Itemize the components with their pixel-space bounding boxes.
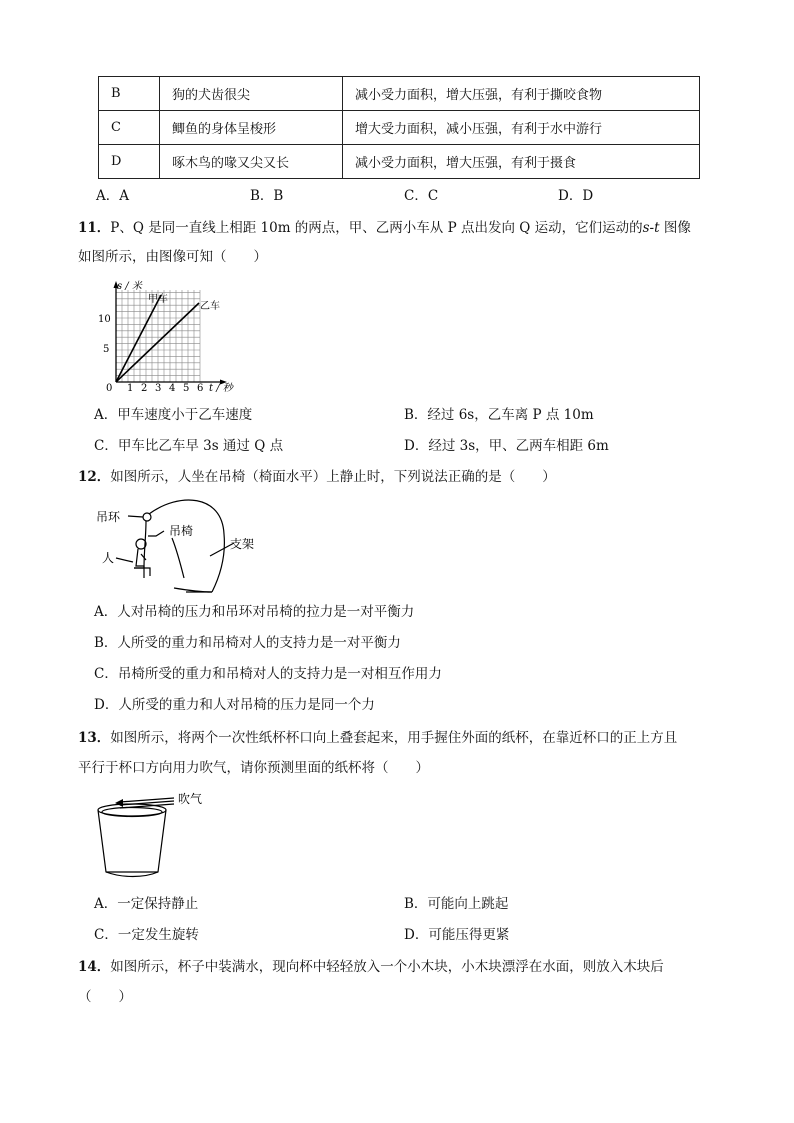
q11-st-term: s-t xyxy=(642,220,660,236)
q14-stem-line1 xyxy=(78,958,664,976)
q11-option-a: A．甲车速度小于乙车速度 xyxy=(94,407,253,423)
y-tick-10: 10 xyxy=(98,314,111,325)
table-cell-key: C xyxy=(99,111,160,145)
table-row xyxy=(99,145,700,179)
table-cell-explanation: 增大受力面积，减小压强，有利于水中游行 xyxy=(343,111,700,145)
table-row xyxy=(99,111,700,145)
ring-leader xyxy=(128,516,143,517)
q14-stem-line2: （ ） xyxy=(78,989,132,1005)
q14-stem-text: 如图所示，杯子中装满水，现向杯中轻轻放入一个小木块，小木块漂浮在水面，则放入木块后 xyxy=(110,959,664,975)
q13-option-c: C．一定发生旋转 xyxy=(94,927,199,943)
label-blow: 吹气 xyxy=(178,792,203,806)
label-yi: 乙车 xyxy=(200,301,220,312)
q11-stem-line1 xyxy=(78,219,691,237)
x-tick-0: 0 xyxy=(106,383,113,394)
table-cell-key: D xyxy=(99,145,160,179)
q13-stem-text: 如图所示，将两个一次性纸杯杯口向上叠套起来，用手握住外面的纸杯，在靠近杯口的正上方且 xyxy=(110,730,678,746)
q12-option-d: D．人所受的重力和人对吊椅的压力是同一个力 xyxy=(94,697,375,713)
chair-leader xyxy=(148,531,164,536)
airflow-arrow-icon xyxy=(115,799,123,807)
q10-option-c: C．C xyxy=(404,188,439,204)
label-stand: 支架 xyxy=(230,537,255,551)
x-axis-label: t / 秒 xyxy=(209,383,233,394)
q11-option-b: B．经过 6s，乙车离 P 点 10m xyxy=(404,407,594,423)
stand-outline xyxy=(149,500,224,592)
q11-stem-text: P、Q 是同一直线上相距 10m 的两点，甲、乙两小车从 P 点出发向 Q 运动，它们运动的 xyxy=(110,220,643,236)
q10-option-a: A．A xyxy=(96,188,129,204)
q12-option-c: C．吊椅所受的重力和吊椅对人的支持力是一对相互作用力 xyxy=(94,666,442,682)
line-yi xyxy=(116,303,199,382)
q13-stem-line1 xyxy=(78,729,677,747)
q13-option-d: D．可能压得更紧 xyxy=(404,927,510,943)
q13-stem-line2: 平行于杯口方向用力吹气，请你预测里面的纸杯将（ ） xyxy=(78,760,429,776)
x-tick-3: 3 xyxy=(155,383,162,394)
q12-swing-chair-figure xyxy=(94,496,264,596)
x-tick-2: 2 xyxy=(141,383,148,394)
q11-option-c: C．甲车比乙车早 3s 通过 Q 点 xyxy=(94,438,284,454)
question-number: 12． xyxy=(78,469,111,485)
q13-option-b: B．可能向上跳起 xyxy=(404,896,509,912)
q12-option-a: A．人对吊椅的压力和吊环对吊椅的拉力是一对平衡力 xyxy=(94,604,415,620)
options-table xyxy=(98,76,700,179)
q12-stem xyxy=(78,468,556,486)
x-tick-6: 6 xyxy=(197,383,204,394)
label-jia: 甲车 xyxy=(148,294,168,305)
question-number: 11． xyxy=(78,220,111,236)
q11-stem-line2: 如图所示，由图像可知（ ） xyxy=(78,249,267,265)
table-cell-explanation: 减小受力面积，增大压强，有利于撕咬食物 xyxy=(343,77,700,111)
x-tick-4: 4 xyxy=(169,383,176,394)
q13-option-a: A．一定保持静止 xyxy=(94,896,199,912)
table-cell-example: 啄木鸟的喙又尖又长 xyxy=(160,145,343,179)
question-number: 13． xyxy=(78,730,111,746)
inner-cup-rim xyxy=(102,808,162,817)
x-tick-1: 1 xyxy=(127,383,134,394)
table-cell-key: B xyxy=(99,77,160,111)
y-axis-label: s / 米 xyxy=(117,281,142,292)
table-cell-example: 狗的犬齿很尖 xyxy=(160,77,343,111)
cup-body xyxy=(98,810,166,877)
q10-option-b: B．B xyxy=(250,188,284,204)
q10-option-d: D．D xyxy=(558,188,594,204)
y-tick-5: 5 xyxy=(103,344,110,355)
table-row xyxy=(99,77,700,111)
q12-option-b: B．人所受的重力和吊椅对人的支持力是一对平衡力 xyxy=(94,635,401,651)
chair-seat xyxy=(134,568,150,576)
chair-arm xyxy=(172,538,184,578)
table-cell-example: 鲫鱼的身体呈梭形 xyxy=(160,111,343,145)
label-chair: 吊椅 xyxy=(169,524,194,538)
q13-paper-cup-figure xyxy=(92,786,222,882)
q11-option-d: D．经过 3s，甲、乙两车相距 6m xyxy=(404,438,609,454)
x-tick-5: 5 xyxy=(183,383,190,394)
q11-stem-end: 图像 xyxy=(659,220,691,236)
label-person: 人 xyxy=(102,551,115,565)
q11-st-graph xyxy=(96,278,246,396)
label-ring: 吊环 xyxy=(96,510,121,524)
table-cell-explanation: 减小受力面积，增大压强，有利于摄食 xyxy=(343,145,700,179)
q12-stem-text: 如图所示，人坐在吊椅（椅面水平）上静止时，下列说法正确的是（ ） xyxy=(110,469,556,485)
question-number: 14． xyxy=(78,959,111,975)
person-leader xyxy=(116,558,133,562)
ring-icon xyxy=(143,513,151,521)
